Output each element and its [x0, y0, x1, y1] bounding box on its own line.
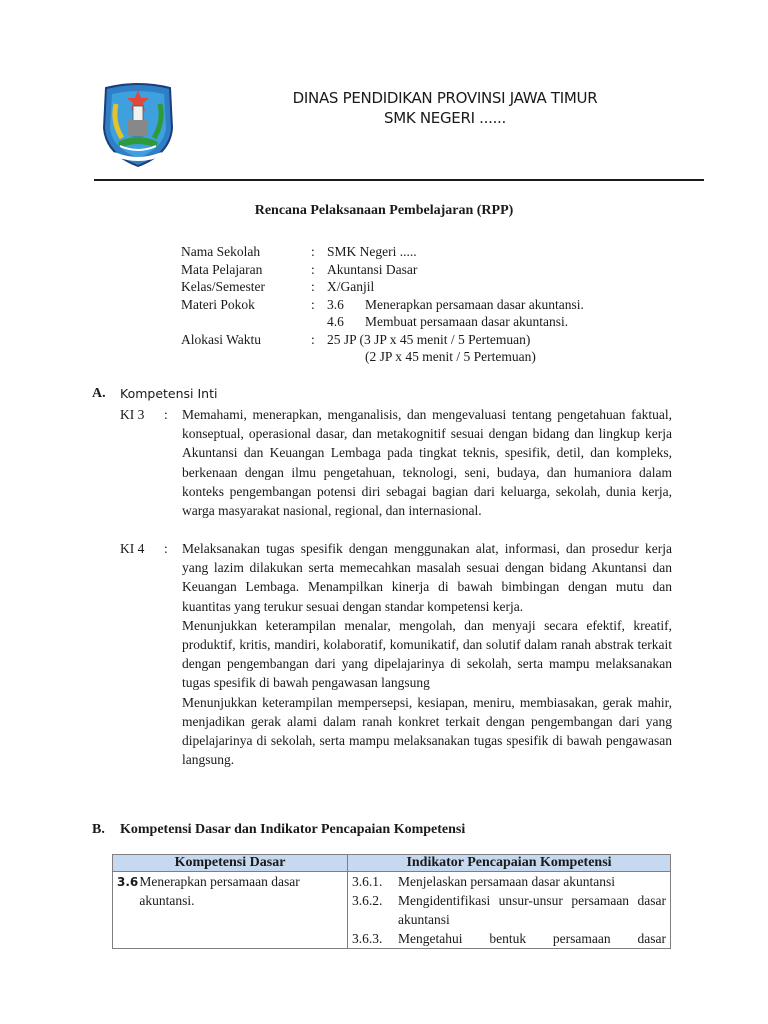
- table-row: [113, 872, 671, 949]
- ki-4-text: [182, 539, 672, 769]
- school-name: SMK NEGERI ......: [384, 109, 506, 127]
- ki-3-text: Memahami, menerapkan, menganalisis, dan mengevaluasi tentang pengetahuan faktual, konseptual, operasional dasar, dan metakognitif sesuai dengan bidang dan lingkup kerja Akuntansi dan Keuangan Lembaga pada tingkat teknis, spesifik, detil, dan kompleks, berkenaan dengan ilmu pengetahuan, teknologi, seni, budaya, dan humaniora dalam konteks pengembangan potensi diri sebagai bagian dari keluarga, sekolah, dunia kerja, warga masyarakat nasional, regional, dan internasional.: [182, 407, 672, 519]
- kd-cell: 3.6 Menerapkan persamaan dasar akuntansi.: [113, 872, 348, 949]
- document-title: Rencana Pelaksanaan Pembelajaran (RPP): [254, 203, 514, 218]
- ki-4-paragraph: Menunjukkan keterampilan menalar, mengolah, dan menyaji secara efektif, kreatif, produktif, kritis, mandiri, kolaboratif, komunikatif, dan solutif dalam ranah abstrak terkait dengan pengembangan dari yang dipelajarinya di sekolah, serta mampu melaksanakan tugas spesifik di bawah pengawasan langsung: [182, 617, 672, 691]
- identity-school: Nama Sekolah : SMK Negeri .....: [181, 244, 417, 259]
- ki-3: KI 3 : Memahami, menerapkan, menganalisis, dan mengevaluasi tentang pengetahuan faktual, konseptual, operasional dasar, dan metakognitif sesuai dengan bidang dan lingkup kerja Akuntansi dan Keuangan Lembaga pada tingkat teknis, spesifik, detil, dan kompleks, berkenaan dengan ilmu pengetahuan, teknologi, seni, budaya, dan humaniora dalam konteks pengembangan potensi diri sebagai bagian dari keluarga, sekolah, dunia kerja, warga masyarakat nasional, regional, dan internasional.: [120, 405, 672, 520]
- ki-4-paragraph: Melaksanakan tugas spesifik dengan menggunakan alat, informasi, dan prosedur kerja yang lazim dilakukan serta memecahkan masalah sesuai dengan bidang Akuntansi dan Keuangan Lembaga. Menampilkan kinerja di bawah bimbingan dengan mutu dan kuantitas yang terukur sesuai dengan standar kompetensi kerja.: [182, 541, 672, 614]
- section-b-heading: B. Kompetensi Dasar dan Indikator Pencapaian Kompetensi: [92, 822, 466, 837]
- indicator-item: 3.6.3. Mengetahui bentuk persamaan dasar: [352, 931, 666, 946]
- table-header-row: [113, 855, 671, 872]
- letterhead: [230, 88, 660, 128]
- ki-4-paragraph: Menunjukkan keterampilan mempersepsi, kesiapan, meniru, membiasakan, gerak mahir, menjadikan gerak alami dalam ranah konkret terkait dengan pengembangan dari yang dipelajarinya di sekolah, serta mampu melaksanakan tugas spesifik di bawah pengawasan langsung.: [182, 694, 672, 768]
- column-header-indicator: Indikator Pencapaian Kompetensi: [348, 855, 671, 872]
- identity-topic-2: 4.6 Membuat persamaan dasar akuntansi.: [327, 314, 569, 329]
- identity-time-2: (2 JP x 45 menit / 5 Pertemuan): [365, 349, 536, 364]
- indicator-item: 3.6.1. Menjelaskan persamaan dasar akuntansi: [352, 874, 616, 889]
- identity-topic: Materi Pokok : 3.6 Menerapkan persamaan dasar akuntansi.: [181, 296, 584, 312]
- agency-name: DINAS PENDIDIKAN PROVINSI JAWA TIMUR: [292, 89, 598, 107]
- indicator-item: 3.6.2. Mengidentifikasi unsur-unsur persamaan dasar akuntansi: [352, 893, 666, 927]
- column-header-kd: Kompetensi Dasar: [113, 855, 348, 872]
- identity-subject: Mata Pelajaran : Akuntansi Dasar: [181, 261, 418, 277]
- identity-block: [181, 243, 584, 366]
- identity-class: Kelas/Semester : X/Ganjil: [181, 279, 375, 294]
- competency-table: [112, 854, 671, 949]
- letterhead-divider: [94, 179, 704, 181]
- indicator-cell: [348, 872, 671, 949]
- section-a-heading: A. Kompetensi Inti: [92, 386, 218, 401]
- ki-4: KI 4 : Melaksanakan tugas spesifik dengan menggunakan alat, informasi, dan prosedur kerja yang lazim dilakukan serta memecahkan masalah sesuai dengan bidang Akuntansi dan Keuangan Lembaga. Menampilkan kinerja di bawah bimbingan dengan mutu dan kuantitas yang terukur sesuai dengan standar kompetensi kerja. Menunjukkan keterampilan menalar, mengolah, dan menyaji secara efektif, kreatif, produktif, kritis, mandiri, kolaboratif, komunikatif, dan solutif dalam ranah abstrak terkait dengan pengembangan dari yang dipelajarinya di sekolah, serta mampu melaksanakan tugas spesifik di bawah pengawasan langsung Menunjukkan keterampilan mempersepsi, kesiapan, meniru, membiasakan, gerak mahir, menjadikan gerak alami dalam ranah konkret terkait dengan pengembangan dari yang dipelajarinya di sekolah, serta mampu melaksanakan tugas spesifik di bawah pengawasan langsung.: [120, 539, 672, 769]
- identity-time: Alokasi Waktu : 25 JP (3 JP x 45 menit / 5 Pertemuan): [181, 331, 531, 347]
- province-emblem-logo: [100, 82, 176, 168]
